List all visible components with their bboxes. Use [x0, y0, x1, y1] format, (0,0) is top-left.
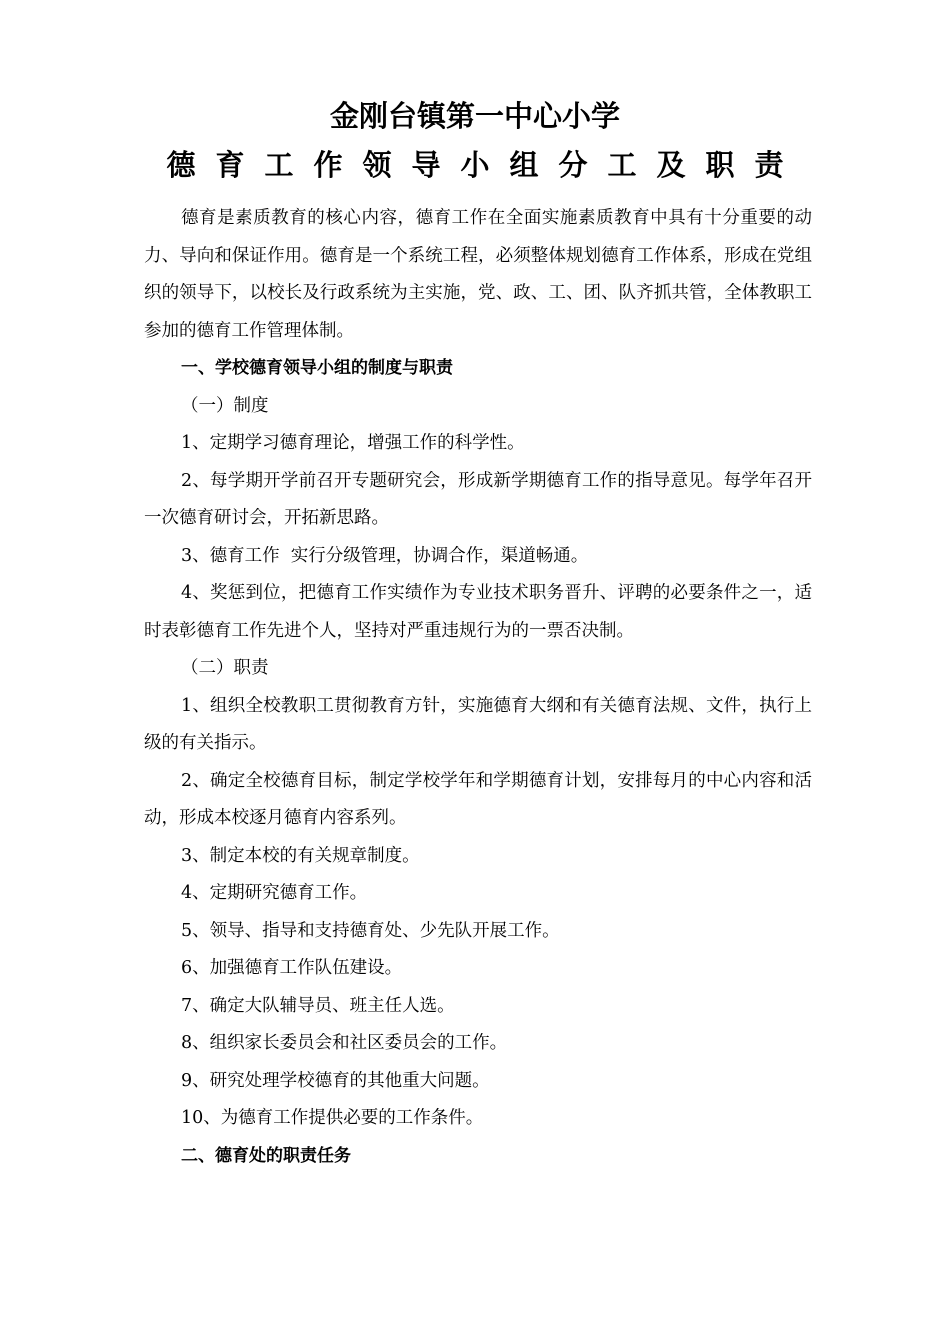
list-item: 6、加强德育工作队伍建设。 [181, 958, 403, 978]
list-item: 1、组织全校教职工贯彻教育方针，实施德育大纲和有关德育法规、文件，执行上级的有关指示。 [144, 695, 812, 753]
section-1-heading: 一、学校德育领导小组的制度与职责 [181, 358, 453, 378]
document-body [144, 200, 812, 1175]
list-item: 10、为德育工作提供必要的工作条件。 [181, 1108, 484, 1128]
list-item: 4、定期研究德育工作。 [181, 883, 368, 903]
list-item: 3、制定本校的有关规章制度。 [181, 845, 420, 866]
list-item: 8、组织家长委员会和社区委员会的工作。 [181, 1033, 508, 1053]
school-name-title: 金刚台镇第一中心小学 [329, 99, 620, 133]
list-item: 2、确定全校德育目标，制定学校学年和学期德育计划，安排每月的中心内容和活动，形成本校逐月德育内容系列。 [144, 770, 812, 828]
list-item: 3、德育工作 实行分级管理，协调合作，渠道畅通。 [181, 545, 589, 566]
list-item: 2、每学期开学前召开专题研究会，形成新学期德育工作的指导意见。每学年召开一次德育研讨会，开拓新思路。 [144, 470, 812, 528]
intro-paragraph: 德育是素质教育的核心内容，德育工作在全面实施素质教育中具有十分重要的动力、导向和保证作用。德育是一个系统工程，必须整体规划德育工作体系，形成在党组织的领导下，以校长及行政系统为主实施，党、政、工、团、队齐抓共管，全体教职工参加的德育工作管理体制。 [144, 208, 812, 341]
section-2-heading: 二、德育处的职责任务 [181, 1145, 351, 1166]
list-item: 9、研究处理学校德育的其他重大问题。 [181, 1070, 490, 1091]
part-2-heading: （二）职责 [181, 658, 269, 678]
list-item: 1、定期学习德育理论，增强工作的科学性。 [181, 433, 525, 453]
list-item: 7、确定大队辅导员、班主任人选。 [181, 995, 455, 1016]
list-item: 5、领导、指导和支持德育处、少先队开展工作。 [181, 920, 560, 941]
list-item: 4、奖惩到位，把德育工作实绩作为专业技术职务晋升、评聘的必要条件之一，适时表彰德育工作先进个人，坚持对严重违规行为的一票否决制。 [144, 583, 812, 641]
part-1-heading: （一）制度 [181, 395, 269, 416]
document-title: 德育工作领导小组分工及职责 [166, 148, 804, 182]
